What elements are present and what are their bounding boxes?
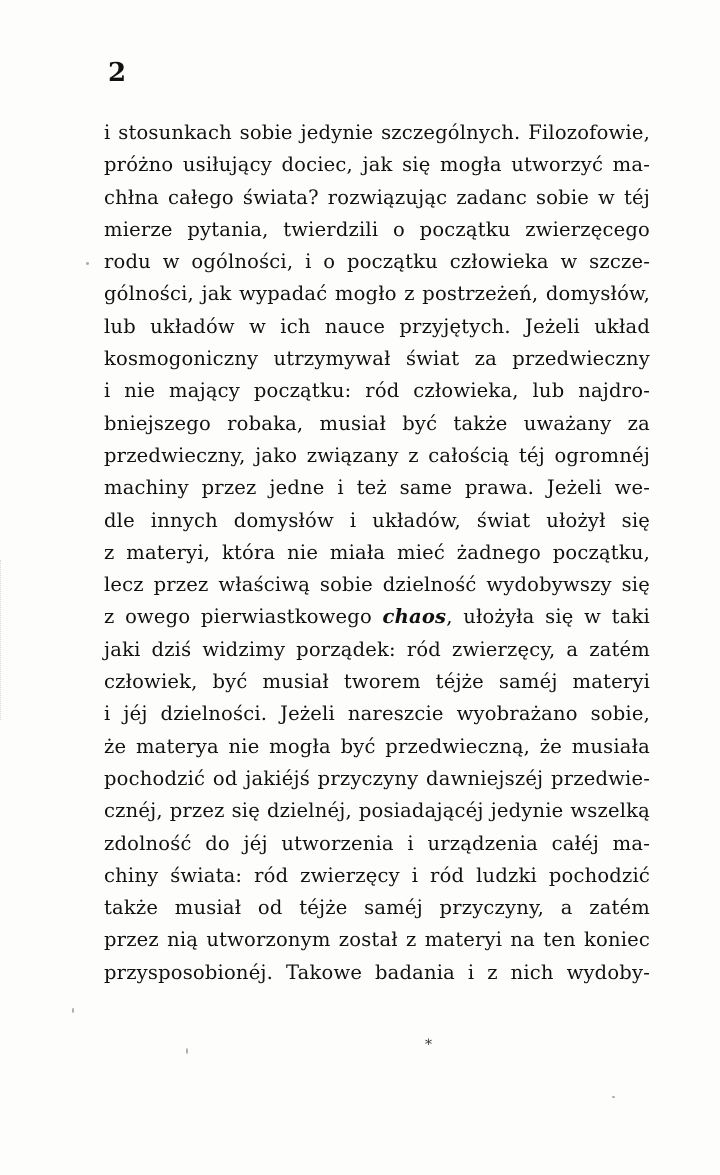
page-number: 2 [108,58,127,88]
paper-speck [72,1008,74,1013]
text-line: i jéj dzielności. Jeżeli nareszcie wyobrażano sobie, [104,702,650,726]
text-line: przysposobionéj. Takowe badania i z nich wydoby- [104,960,650,984]
text-line: człowiek, być musiał tworem téjże saméj materyi [104,670,650,694]
text-line: lub układów w ich nauce przyjętych. Jeżeli układ [104,314,650,338]
text-line: dle innych domysłów i układów, świat ułożył się [104,508,650,532]
text-line: przedwieczny, jako związany z całością téj ogromnéj [104,443,650,467]
text-line: machiny przez jedne i też same prawa. Jeżeli we- [104,476,650,500]
text-line: chłna całego świata? rozwiązując zadanc sobie w téj [104,185,650,209]
text-line: cznéj, przez się dzielnéj, posiadającéj jedynie wszelką [104,799,650,823]
text-line: rodu w ogólności, i o początku człowieka w szcze- [104,250,650,274]
text-segment: , ułożyła się w taki [446,605,650,629]
text-line: że materya nie mogła być przedwieczną, że musiała [104,734,650,758]
text-line: gólności, jak wypadać mogło z postrzeżeń, domysłów, [104,282,650,306]
text-line: i nie mający początku: ród człowieka, lub najdro- [104,379,650,403]
text-line: pochodzić od jakiéjś przyczyny dawniejszéj przedwie- [104,766,650,790]
paper-scuff-left [0,560,47,720]
text-line: próżno usiłujący dociec, jak się mogła utworzyć ma- [104,153,650,177]
text-line: i stosunkach sobie jedynie szczególnych. Filozofowie, [104,121,650,144]
text-line: jaki dziś widzimy porządek: ród zwierzęcy, a zatém [104,637,650,661]
body-text [104,117,650,989]
text-line-with-italic [104,601,650,633]
text-line: chiny świata: ród zwierzęcy i ród ludzki pochodzić [104,863,650,887]
text-line: zdolność do jéj utworzenia i urządzenia całéj ma- [104,831,650,855]
text-line: także musiał od téjże saméj przyczyny, a zatém [104,896,650,920]
paper-speck [612,1096,615,1098]
text-line: bniejszego robaka, musiał być także uważany za [104,411,650,435]
italic-term-chaos: chaos [382,605,447,629]
paper-speck [86,262,89,265]
footer-mark: * [425,1037,432,1053]
text-line: lecz przez właściwą sobie dzielność wydobywszy się [104,573,650,597]
text-line: mierze pytania, twierdzili o początku zwierzęcego [104,217,650,241]
text-line: kosmogoniczny utrzymywał świat za przedwieczny [104,347,650,371]
text-segment: z owego pierwiastkowego [104,605,383,629]
paper-speck [186,1048,188,1054]
text-line: przez nią utworzonym został z materyi na ten koniec [104,928,650,952]
text-line: z materyi, która nie miała mieć żadnego początku, [104,540,650,564]
